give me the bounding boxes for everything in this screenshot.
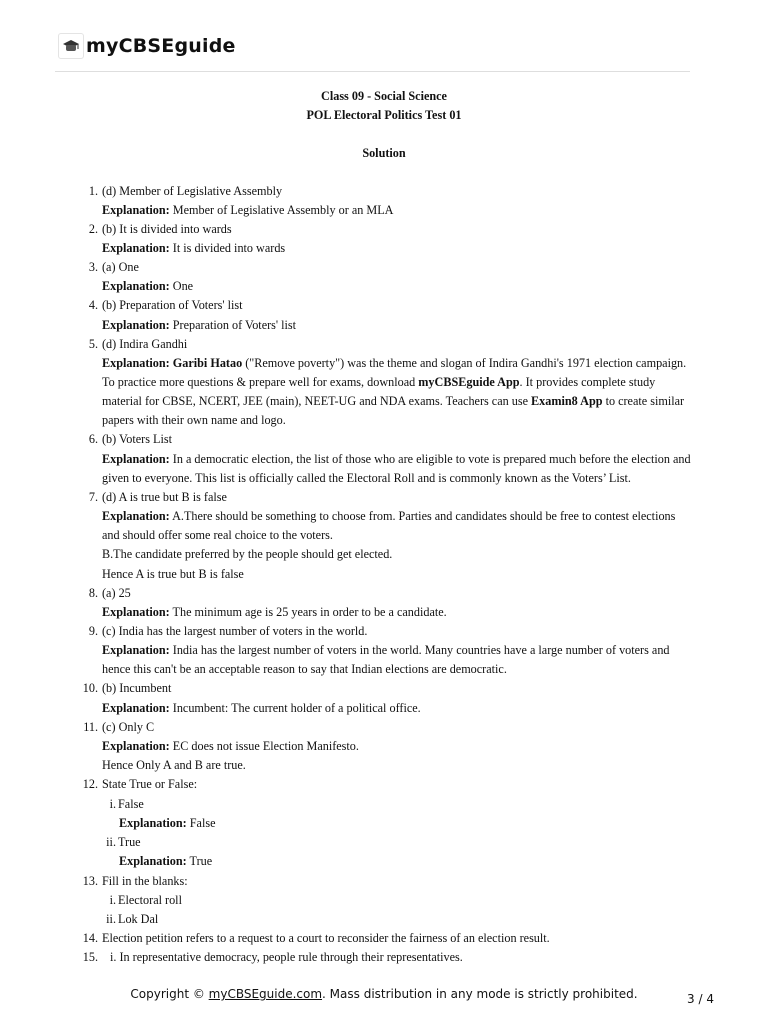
- app-name: Examin8 App: [531, 394, 603, 408]
- item-number: 4.: [88, 298, 98, 312]
- header-divider: [55, 71, 690, 72]
- page-number: 3 / 4: [687, 992, 714, 1006]
- explanation: Explanation: True: [119, 854, 213, 868]
- item-number: 14.: [82, 931, 98, 945]
- item-number: 13.: [82, 874, 98, 888]
- answer: (d) Indira Gandhi: [102, 337, 188, 351]
- item-number: 10.: [82, 681, 98, 695]
- answer: (a) 25: [102, 586, 131, 600]
- test-title: POL Electoral Politics Test 01: [306, 108, 462, 122]
- explanation-continued: given to everyone. This list is officially called the Electoral Roll and is commonly known as the Voters’ List.: [102, 471, 631, 485]
- explanation-continued: hence this can't be an acceptable reason to say that Indian elections are democratic.: [102, 662, 507, 676]
- roman-numeral: ii.: [106, 835, 116, 849]
- answer: State True or False:: [102, 777, 198, 791]
- explanation-continued: and should offer some real choice to the voters.: [102, 528, 333, 542]
- item-number: 11.: [83, 720, 98, 734]
- answer: (d) Member of Legislative Assembly: [102, 184, 283, 198]
- item-number: 12.: [82, 777, 98, 791]
- explanation: Explanation: One: [102, 279, 194, 293]
- explanation: Explanation: False: [119, 816, 216, 830]
- promo-line: papers with their own name and logo.: [102, 413, 286, 427]
- item-number: 8.: [88, 586, 98, 600]
- explanation: Explanation: The minimum age is 25 years in order to be a candidate.: [102, 605, 447, 619]
- answer: i. In representative democracy, people rule through their representatives.: [110, 950, 463, 964]
- explanation: Explanation: EC does not issue Election Manifesto.: [102, 739, 359, 753]
- class-title: Class 09 - Social Science: [321, 89, 447, 103]
- app-name: myCBSEguide App: [418, 375, 520, 389]
- promo-line: To practice more questions & prepare well for exams, download myCBSEguide App. It provides complete study: [102, 375, 656, 389]
- item-number: 2.: [88, 222, 98, 236]
- answer: (b) Voters List: [102, 432, 172, 446]
- answer: (d) A is true but B is false: [102, 490, 227, 504]
- graduation-cap-icon: [58, 33, 84, 59]
- sub-answer: Lok Dal: [118, 912, 159, 926]
- item-number: 1.: [88, 184, 98, 198]
- item-number: 9.: [88, 624, 98, 638]
- document-title: [0, 87, 768, 163]
- explanation-continued: Hence Only A and B are true.: [102, 758, 246, 772]
- explanation: Explanation: In a democratic election, the list of those who are eligible to vote is prepared much before the election and: [102, 452, 691, 466]
- brand-name: myCBSEguide: [86, 35, 236, 57]
- answer: Fill in the blanks:: [102, 874, 188, 888]
- roman-numeral: i.: [109, 797, 116, 811]
- item-number: 7.: [88, 490, 98, 504]
- brand-header: [58, 31, 236, 61]
- solution-heading: Solution: [362, 146, 406, 160]
- answer: (b) It is divided into wards: [102, 222, 232, 236]
- answer: (c) India has the largest number of voters in the world.: [102, 624, 368, 638]
- answer: (c) Only C: [102, 720, 155, 734]
- explanation: Explanation: A.There should be something to choose from. Parties and candidates should be free to contest elections: [102, 509, 676, 523]
- item-number: 6.: [88, 432, 98, 446]
- item-number: 3.: [88, 260, 98, 274]
- answer: (a) One: [102, 260, 139, 274]
- explanation: Explanation: Member of Legislative Assembly or an MLA: [102, 203, 394, 217]
- explanation: Explanation: Preparation of Voters' list: [102, 318, 297, 332]
- answer: (b) Incumbent: [102, 681, 172, 695]
- sub-answer: Electoral roll: [118, 893, 182, 907]
- answer: (b) Preparation of Voters' list: [102, 298, 243, 312]
- explanation: Explanation: India has the largest number of voters in the world. Many countries have a large number of voters and: [102, 643, 670, 657]
- explanation: Explanation: Incumbent: The current holder of a political office.: [102, 701, 421, 715]
- promo-line: material for CBSE, NCERT, JEE (main), NEET-UG and NDA exams. Teachers can use Examin8 App to create similar: [102, 394, 685, 408]
- answer: Election petition refers to a request to a court to reconsider the fairness of an election result.: [102, 931, 550, 945]
- explanation: Explanation: Garibi Hatao ("Remove poverty") was the theme and slogan of Indira Gandhi's 1971 election campaign.: [102, 356, 687, 370]
- roman-numeral: i.: [109, 893, 116, 907]
- explanation-continued: B.The candidate preferred by the people should get elected.: [102, 547, 393, 561]
- copyright-footer: Copyright © myCBSEguide.com. Mass distribution in any mode is strictly prohibited.: [130, 987, 638, 1001]
- sub-answer: False: [118, 797, 144, 811]
- site-link[interactable]: myCBSEguide.com: [208, 987, 323, 1001]
- sub-answer: True: [118, 835, 141, 849]
- item-number: 15.: [82, 950, 98, 964]
- explanation: Explanation: It is divided into wards: [102, 241, 286, 255]
- roman-numeral: ii.: [106, 912, 116, 926]
- item-number: 5.: [88, 337, 98, 351]
- explanation-continued: Hence A is true but B is false: [102, 567, 244, 581]
